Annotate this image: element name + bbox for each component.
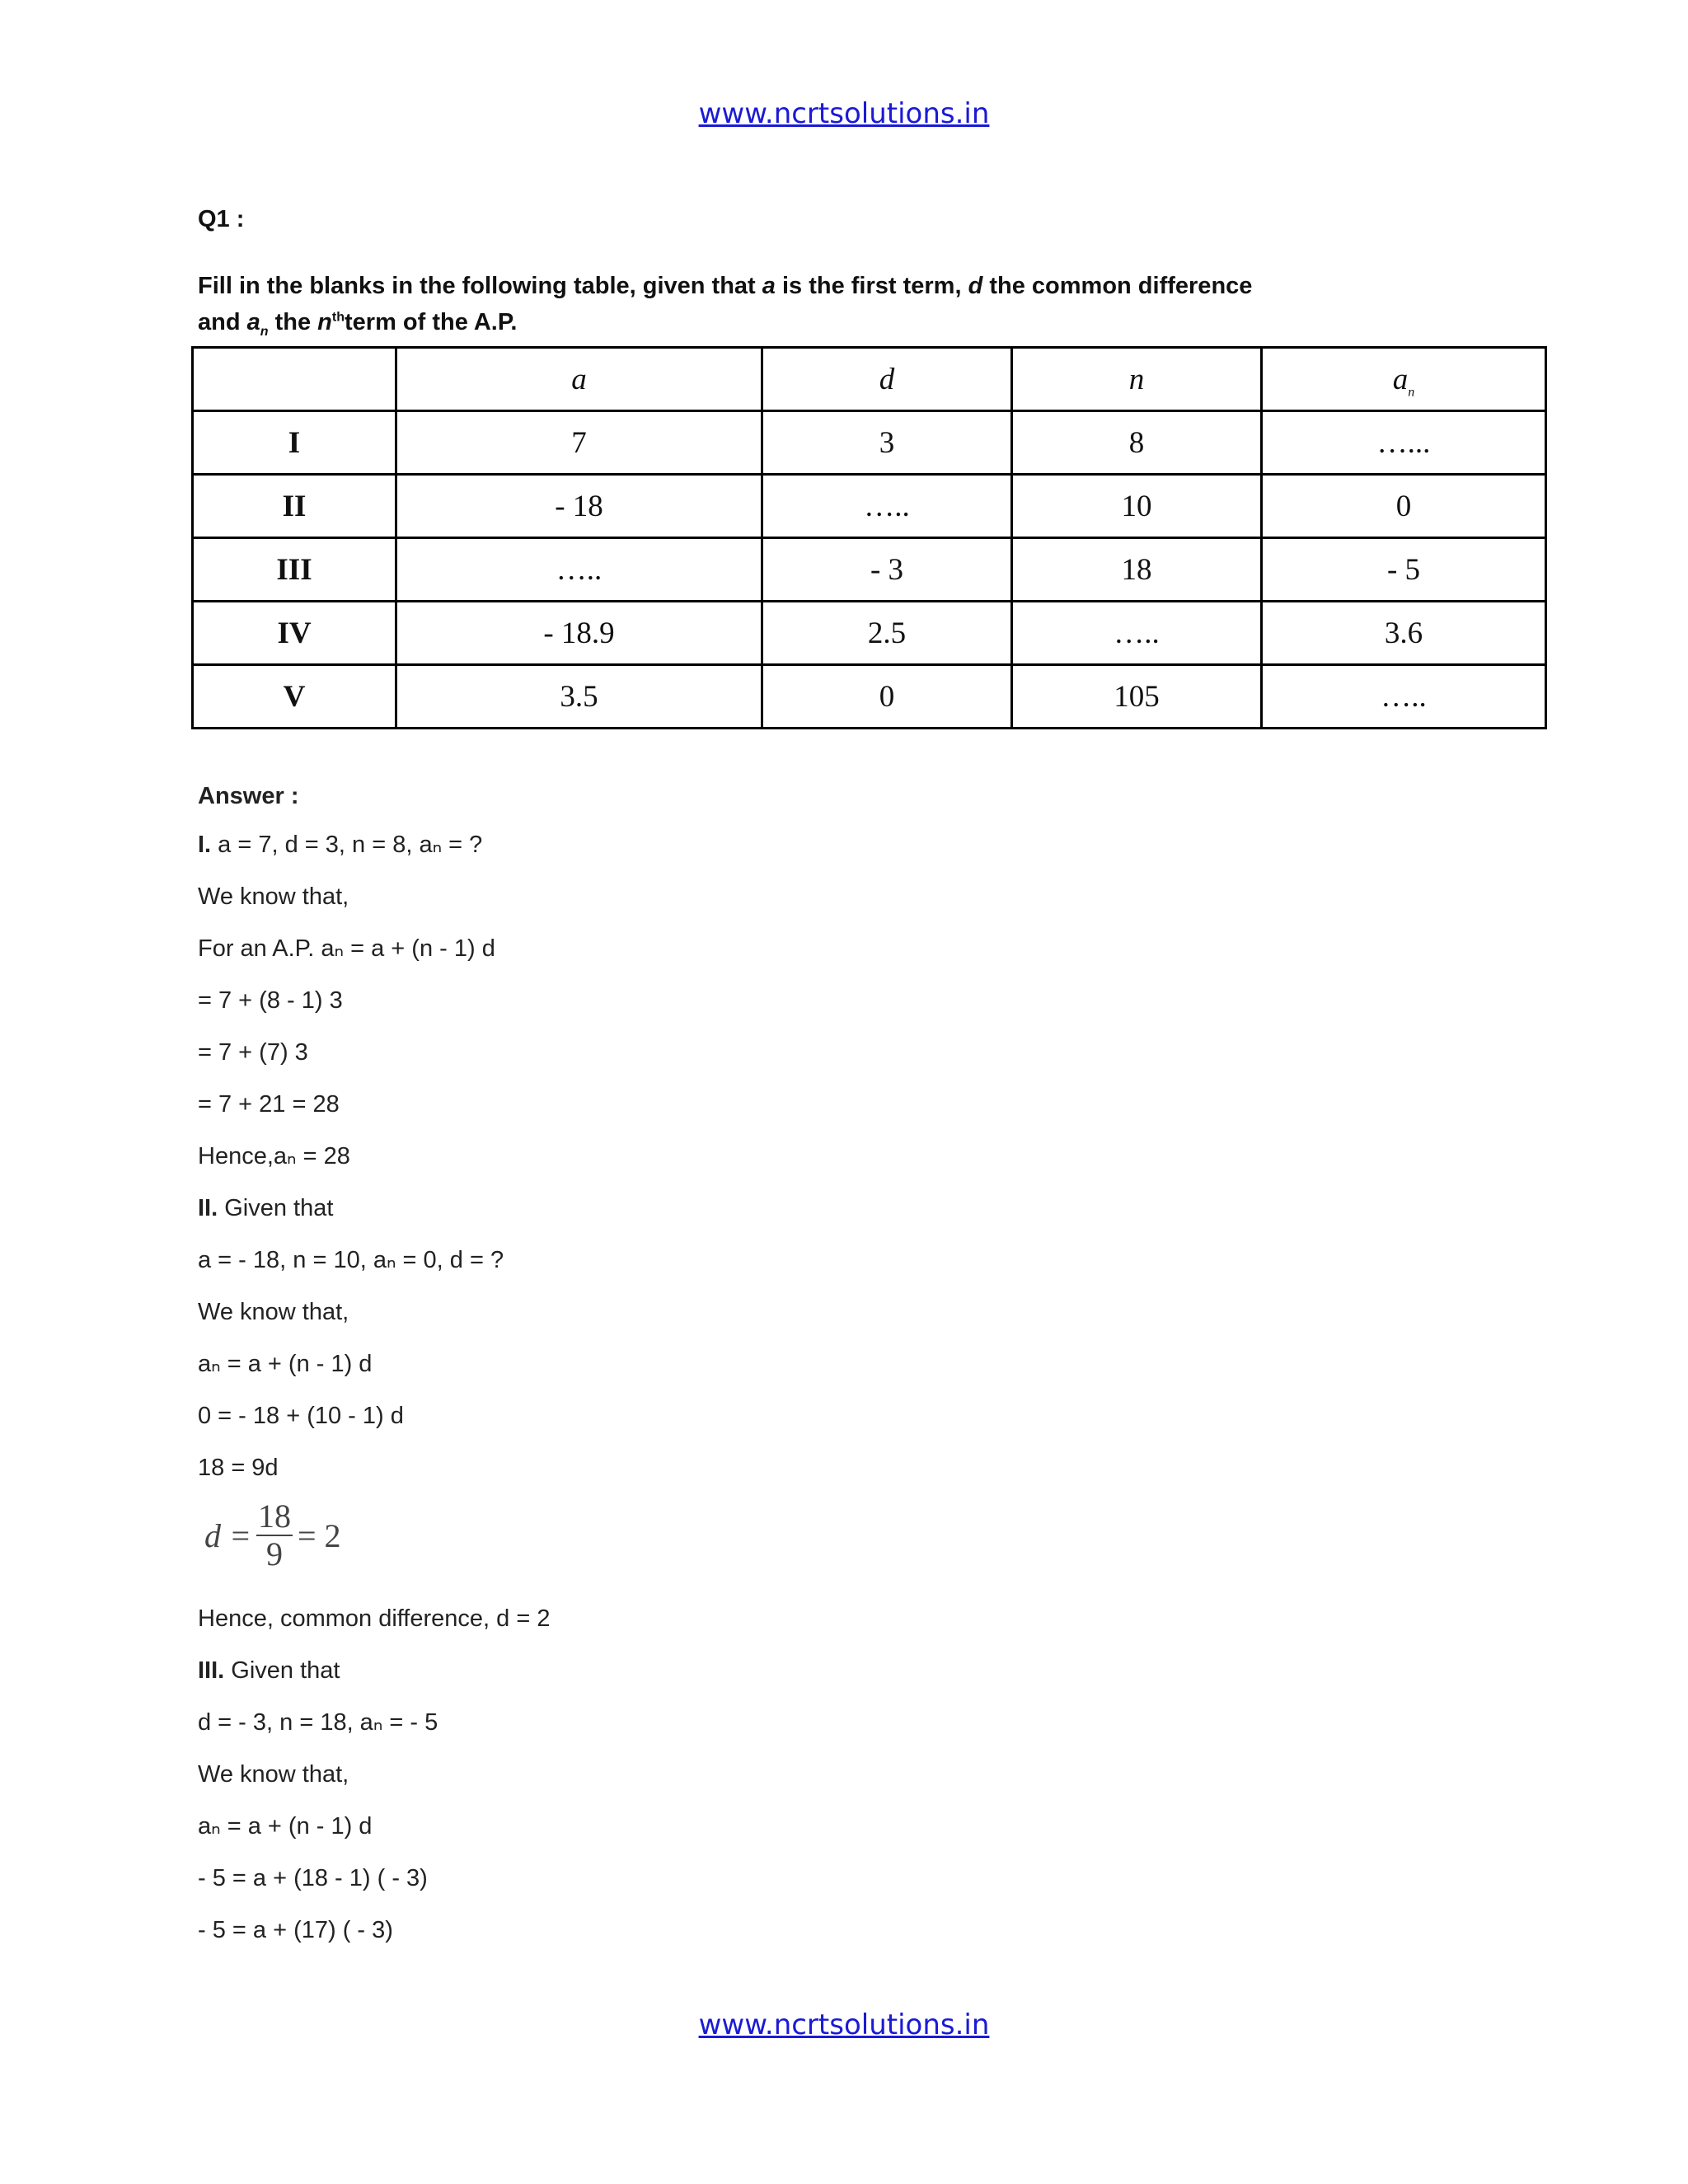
table-row — [193, 665, 1546, 729]
table-cell: - 18.9 — [396, 602, 762, 665]
step-line: I. a = 7, d = 3, n = 8, aₙ = ? — [198, 832, 483, 858]
step-line: We know that, — [198, 883, 349, 910]
table-cell: 10 — [1012, 475, 1262, 538]
table-cell: - 18 — [396, 475, 762, 538]
step-line: We know that, — [198, 1761, 349, 1788]
step-line: = 7 + 21 = 28 — [198, 1091, 340, 1118]
step-line: 18 = 9d — [198, 1455, 279, 1481]
table-row — [193, 538, 1546, 602]
step-line: Hence,aₙ = 28 — [198, 1143, 350, 1169]
table-row — [193, 411, 1546, 475]
table-cell: 8 — [1012, 411, 1262, 475]
step-line: d = - 3, n = 18, aₙ = - 5 — [198, 1709, 438, 1736]
table-cell: IV — [193, 602, 396, 665]
table-cell: - 3 — [762, 538, 1012, 602]
fraction-equation — [198, 1497, 550, 1601]
table-cell: 0 — [762, 665, 1012, 729]
table-cell: I — [193, 411, 396, 475]
step-line: II. Given that — [198, 1195, 334, 1221]
table-cell: ….. — [762, 475, 1012, 538]
answer-label: Answer : — [198, 783, 299, 809]
table-cell: II — [193, 475, 396, 538]
table-cell: 3 — [762, 411, 1012, 475]
step-line: For an A.P. aₙ = a + (n - 1) d — [198, 935, 495, 962]
table-cell: 3.6 — [1262, 602, 1546, 665]
fraction-denominator: 9 — [266, 1535, 283, 1572]
step-line: Hence, common difference, d = 2 — [198, 1605, 551, 1632]
step-line: 0 = - 18 + (10 - 1) d — [198, 1403, 404, 1429]
table-cell: 2.5 — [762, 602, 1012, 665]
ap-table — [191, 346, 1547, 729]
step-line: III. Given that — [198, 1657, 340, 1684]
table-row — [193, 602, 1546, 665]
step-line: a = - 18, n = 10, aₙ = 0, d = ? — [198, 1247, 504, 1273]
table-cell: 0 — [1262, 475, 1546, 538]
table-cell: III — [193, 538, 396, 602]
header-site-link[interactable]: www.ncrtsolutions.in — [698, 97, 990, 130]
step-line: aₙ = a + (n - 1) d — [198, 1351, 373, 1377]
table-cell: 7 — [396, 411, 762, 475]
fraction-lhs: d = — [204, 1516, 251, 1554]
table-cell: 105 — [1012, 665, 1262, 729]
table-header-cell: d — [762, 348, 1012, 411]
table-header-cell — [193, 348, 396, 411]
fraction-rhs: = 2 — [298, 1516, 341, 1554]
step-line: aₙ = a + (n - 1) d — [198, 1813, 373, 1840]
table-cell: ….. — [1262, 665, 1546, 729]
step-line: - 5 = a + (17) ( - 3) — [198, 1917, 393, 1943]
answer-steps — [198, 827, 550, 1964]
table-header-cell: n — [1012, 348, 1262, 411]
table-header-row — [193, 348, 1546, 411]
table-cell: V — [193, 665, 396, 729]
table-header-cell: a — [396, 348, 762, 411]
table-cell: 3.5 — [396, 665, 762, 729]
table-cell: - 5 — [1262, 538, 1546, 602]
table-cell: …... — [1262, 411, 1546, 475]
question-text: Fill in the blanks in the following table, given that a is the first term, d the common difference and $a_n$ the $n^{th}term$ of the A.P. — [198, 273, 1253, 339]
step-line: = 7 + (7) 3 — [198, 1039, 308, 1066]
step-line: = 7 + (8 - 1) 3 — [198, 987, 343, 1014]
table-cell: ….. — [1012, 602, 1262, 665]
table-cell: ….. — [396, 538, 762, 602]
table-header-cell: $a_n$ — [1262, 348, 1546, 411]
question-label: Q1 : — [198, 206, 245, 232]
step-line: We know that, — [198, 1299, 349, 1325]
table-row — [193, 475, 1546, 538]
step-line: - 5 = a + (18 - 1) ( - 3) — [198, 1865, 428, 1891]
fraction-numerator: 18 — [258, 1497, 291, 1535]
table-cell: 18 — [1012, 538, 1262, 602]
footer-site-link[interactable]: www.ncrtsolutions.in — [698, 2008, 990, 2041]
